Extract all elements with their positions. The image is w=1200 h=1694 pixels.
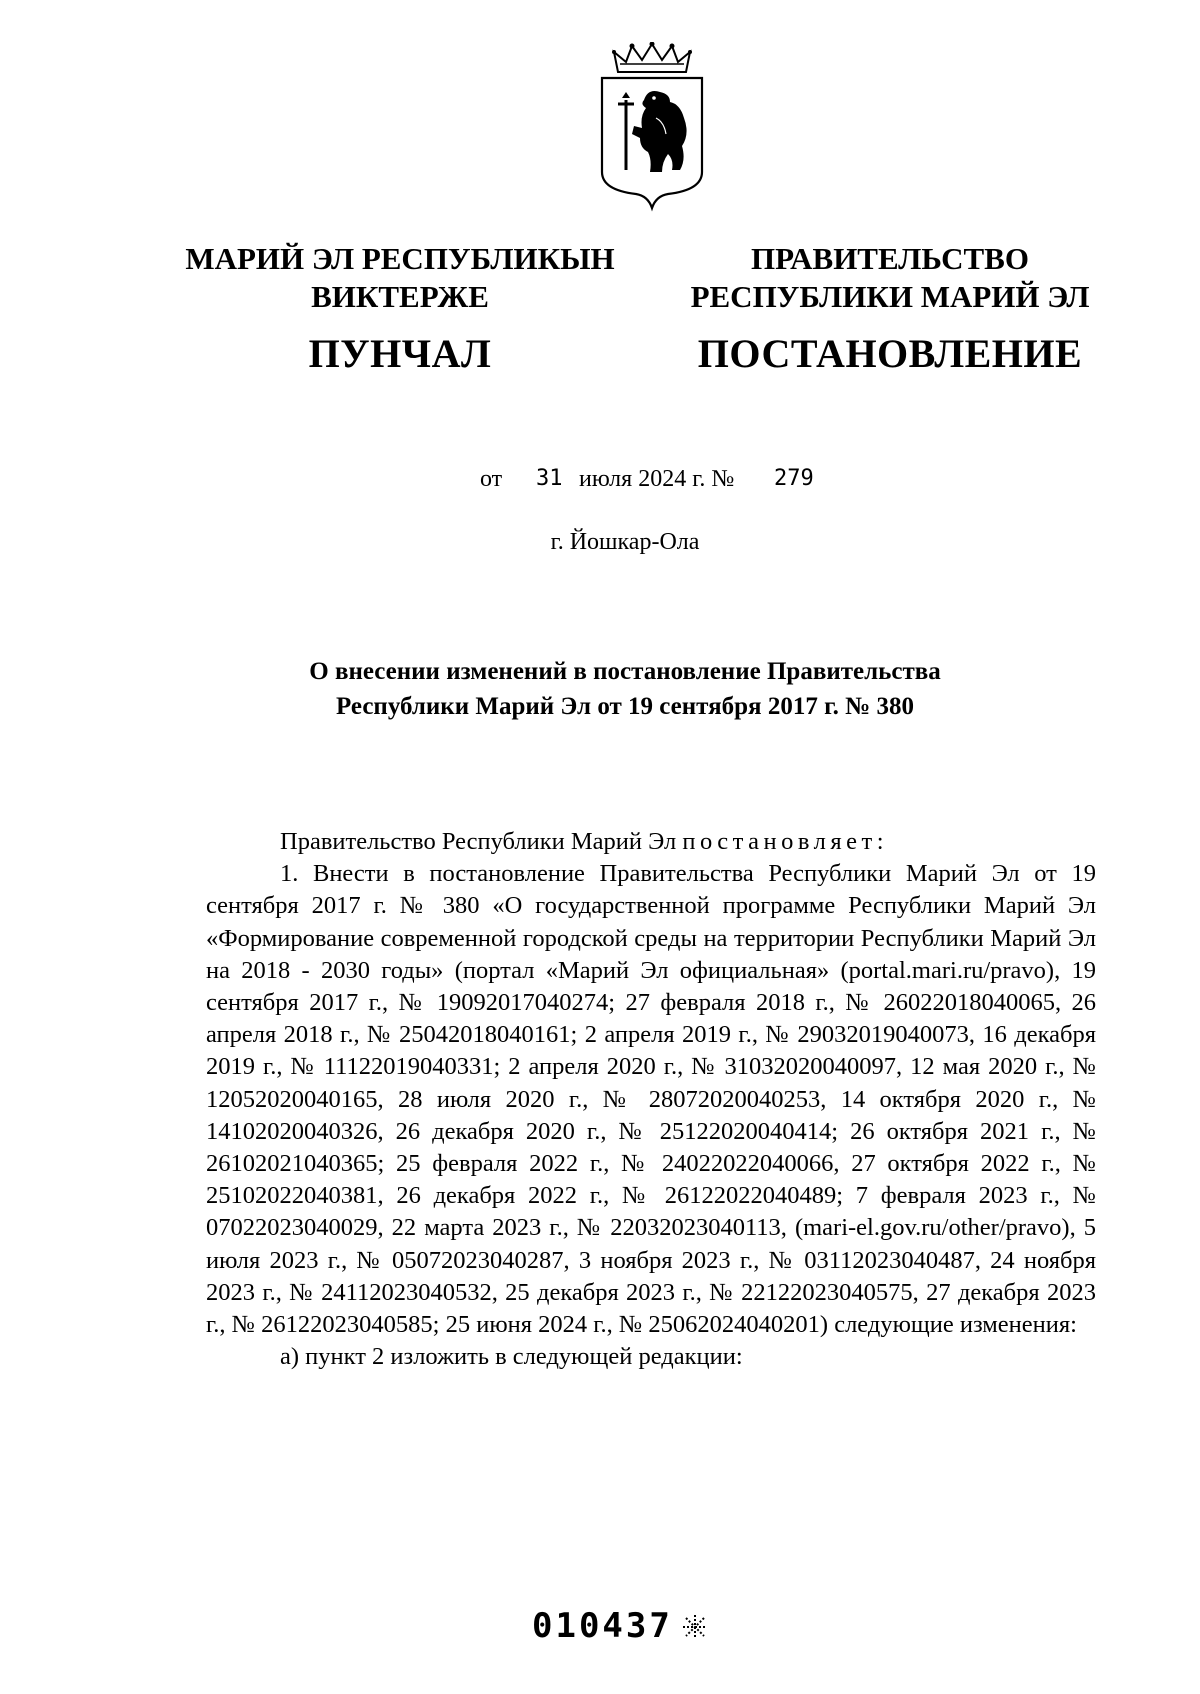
header-russian-language (680, 240, 1100, 378)
city-line: г. Йошкар-Ола (550, 529, 700, 555)
intro-resolves: постановляет: (682, 828, 889, 855)
title-line2: Республики Марий Эл от 19 сентября 2017 г. № 380 (335, 693, 914, 720)
serial-number: 010437 (532, 1606, 673, 1646)
intro-lead: Правительство Республики Марий Эл (280, 828, 683, 855)
header-left-line1: МАРИЙ ЭЛ РЕСПУБЛИКЫН (185, 241, 615, 276)
header-right-line2: РЕСПУБЛИКИ МАРИЙ ЭЛ (690, 279, 1090, 314)
date-day: 31 (536, 466, 563, 491)
title-line1: О внесении изменений в постановление Правительства (309, 658, 941, 685)
document-number: 279 (774, 466, 814, 491)
intro-paragraph (206, 826, 1096, 858)
header-right-doc-type: ПОСТАНОВЛЕНИЕ (697, 331, 1083, 376)
header-left-doc-type: ПУНЧАЛ (308, 331, 492, 376)
date-prefix: от (480, 466, 503, 492)
coat-of-arms-emblem (596, 42, 708, 212)
date-month-year: июля 2024 г. № (579, 466, 735, 492)
item-a: а) пункт 2 изложить в следующей редакции: (280, 1343, 743, 1371)
header-left-line2: ВИКТЕРЖЕ (311, 279, 489, 314)
document-title (240, 654, 1010, 724)
header-mari-language (180, 240, 620, 378)
document-body (206, 826, 1096, 1373)
header-right-line1: ПРАВИТЕЛЬСТВО (751, 241, 1029, 276)
paragraph-1: 1. Внести в постановление Правительства Республики Марий Эл от 19 сентября 2017 г. № 380 «О государственной программе Республики Марий Эл «Формирование современной городской среды на территории Республики Марий Эл на 2018 - 2030 годы» (портал «Марий Эл официальная» (portal.mari.ru/pravo), 19 сентября 2017 г., № 19092017040274; 27 февраля 2018 г., № 26022018040065, 26 апреля 2018 г., № 25042018040161; 2 апреля 2019 г., № 29032019040073, 16 декабря 2019 г., № 11122019040331; 2 апреля 2020 г., № 31032020040097, 12 мая 2020 г., № 12052020040165, 28 июля 2020 г., № 28072020040253, 14 октября 2020 г., № 14102020040326, 26 декабря 2020 г., № 25122020040414; 26 октября 2021 г., № 26102021040365; 25 февраля 2022 г., № 24022022040066, 27 октября 2022 г., № 25102022040381, 26 декабря 2022 г., № 26122022040489; 7 февраля 2023 г., № 07022023040029, 22 марта 2023 г., № 22032023040113, (mari-el.gov.ru/other/pravo), 5 июля 2023 г., № 05072023040287, 3 ноября 2023 г., № 03112023040487, 24 ноября 2023 г., № 24112023040532, 25 декабря 2023 г., № 22122023040575, 27 декабря 2023 г., № 26122023040585; 25 июня 2024 г., № 25062024040201) следующие изменения: (206, 860, 1096, 1339)
asterisk-mark-icon (682, 1614, 708, 1640)
